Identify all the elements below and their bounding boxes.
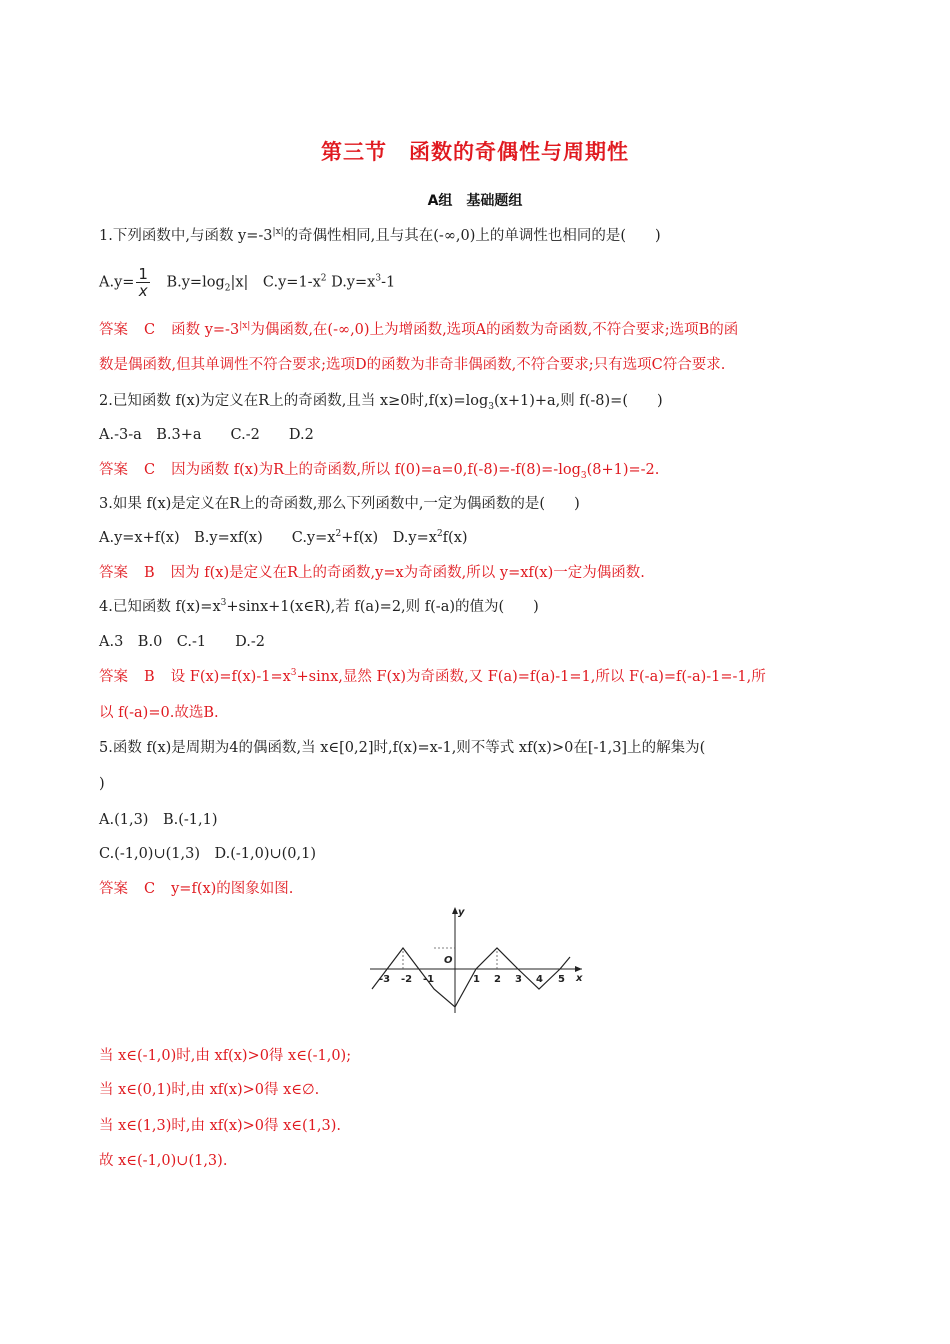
- x-axis-arrow: [575, 966, 582, 972]
- section-title: 第三节 函数的奇偶性与周期性: [321, 140, 629, 164]
- q3-answer: 答案 B 因为 f(x)是定义在R上的奇函数,y=x为奇函数,所以 y=xf(x)一定为偶函数.: [99, 565, 645, 581]
- q1-answer-line1: 答案 C 函数 $y=-3^{|x|}$为偶函数,在(-∞,0)上为增函数,选项A的函数为奇函数,不符合要求;选项B的函: [99, 321, 739, 338]
- q1-stem: 1.下列函数中,与函数 $y=-3^{|x|}$的奇偶性相同,且与其在(-∞,0)上的单调性也相同的是( ): [99, 227, 661, 244]
- q4-options: A.3 B.0 C.-1 D.-2: [99, 634, 265, 650]
- q5-solution-1: 当 x∈(-1,0)时,由 xf(x)>0得 x∈(-1,0);: [99, 1048, 352, 1064]
- q5-stem: 5.函数 f(x)是周期为4的偶函数,当 x∈[0,2]时,f(x)=x-1,则不等式 xf(x)>0在[-1,3]上的解集为(: [99, 740, 706, 756]
- q3-options: A.y=x+f(x) B.y=xf(x) $C.y=x^2+f(x)$ $D.y=x^2f(x)$: [99, 529, 468, 546]
- q4-stem: 4.已知函数 $f(x)=x^3+\sin x+1(x\in R)$,若 f(a)=2,则 f(-a)的值为( ): [99, 598, 539, 615]
- q5-answer: 答案 C y=f(x)的图象如图.: [99, 881, 294, 897]
- x-axis-label: x: [576, 973, 583, 984]
- fraction-1-over-x: $\frac{1}{x}$: [138, 265, 148, 300]
- tick-label: 2: [494, 974, 501, 985]
- tick-label: 1: [473, 974, 480, 985]
- q5-solution-4: 故 x∈(-1,0)∪(1,3).: [99, 1153, 228, 1169]
- q5-options-1: A.(1,3) B.(-1,1): [99, 812, 218, 828]
- q2-answer: 答案 C 因为函数 f(x)为R上的奇函数,所以 $f(0)=a=0,f(-8)=-f(8)=-\log_3(8+1)=-2$.: [99, 462, 660, 481]
- q2-stem: 2.已知函数 f(x)为定义在R上的奇函数,且当 x≥0时$,f(x)=\log_3(x+1)+a$,则 f(-8)=( ): [99, 393, 663, 412]
- q5-stem-cont: ): [99, 776, 105, 792]
- tick-label: -3: [379, 974, 391, 985]
- tick-label: -2: [401, 974, 413, 985]
- q5-solution-2: 当 x∈(0,1)时,由 xf(x)>0得 x∈∅.: [99, 1082, 320, 1098]
- tick-label: 3: [515, 974, 522, 985]
- q3-stem: 3.如果 f(x)是定义在R上的奇函数,那么下列函数中,一定为偶函数的是( ): [99, 496, 580, 512]
- q5-solution-3: 当 x∈(1,3)时,由 xf(x)>0得 x∈(1,3).: [99, 1118, 342, 1134]
- tick-label: 5: [558, 974, 565, 985]
- y-axis-label: y: [458, 907, 465, 918]
- q5-options-2: C.(-1,0)∪(1,3) D.(-1,0)∪(0,1): [99, 846, 316, 862]
- q1-answer-line2: 数是偶函数,但其单调性不符合要求;选项D的函数为非奇非偶函数,不符合要求;只有选项C符合要求.: [99, 357, 726, 373]
- function-graph: [370, 903, 590, 1015]
- origin-label: O: [444, 955, 453, 966]
- q1-options: A.y= $\frac{1}{x}$ $B.y=\log_2|x|$ $C.y=1-x^2$ $D.y=x^3-1$: [99, 265, 396, 300]
- q4-answer-line2: 以 f(-a)=0.故选B.: [99, 705, 219, 721]
- q2-options: A.-3-a B.3+a C.-2 D.2: [99, 427, 314, 443]
- group-heading: A组 基础题组: [427, 193, 523, 209]
- tick-label: 4: [536, 974, 543, 985]
- tick-label: -1: [423, 974, 435, 985]
- q4-answer-line1: 答案 B 设 $F(x)=f(x)-1=x^3+\sin x$,显然 F(x)为奇函数,又 F(a)=f(a)-1=1,所以 F(-a)=f(-a)-1=-1,所: [99, 668, 766, 685]
